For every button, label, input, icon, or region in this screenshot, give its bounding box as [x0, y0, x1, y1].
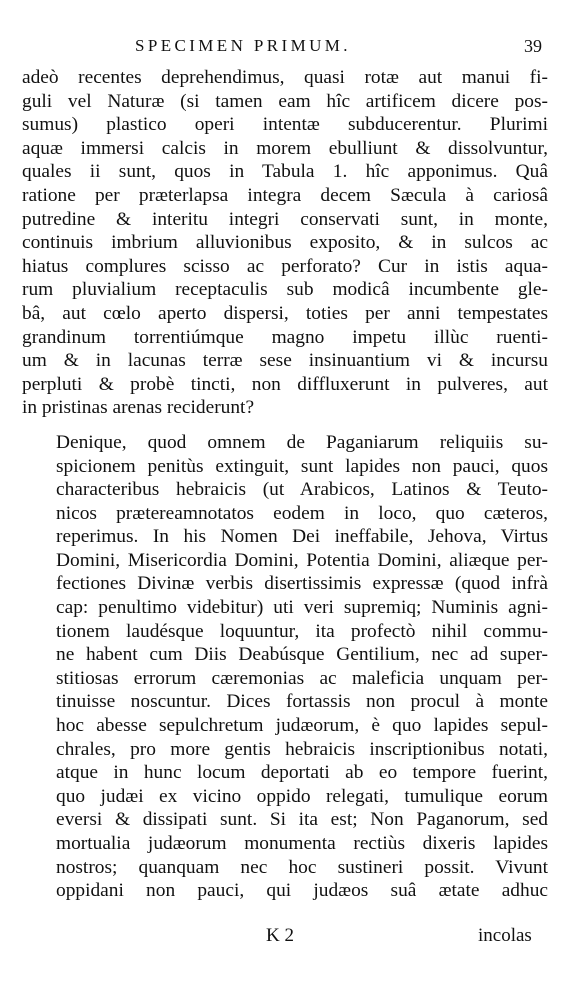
text-line: cap: penultimo videbitur) uti veri supremiq; Numinis agni- — [56, 597, 548, 619]
text-line: sumus) plastico operi intentæ subducerentur. Plurimi — [22, 114, 548, 136]
text-line: chrales, pro more gentis hebraicis inscriptionibus notati, — [56, 738, 548, 760]
text-line: bâ, aut cœlo aperto dispersi, toties per anni tempestates — [22, 302, 548, 324]
page-footer — [0, 925, 568, 955]
text-line: quo judæi ex vicino oppido relegati, tumulique eorum — [56, 785, 548, 807]
text-line: Domini, Misericordia Domini, Potentia Domini, aliæque per- — [56, 549, 548, 571]
text-line: hiatus complures scisso ac perforato? Cur in istis aqua- — [22, 255, 548, 277]
text-line: ratione per præterlapsa integra decem Sæcula à cariosâ — [22, 184, 548, 206]
text-line: mortualia judæorum monumenta rectiùs dixeris lapides — [56, 833, 548, 854]
text-line: guli vel Naturæ (si tamen eam hîc artificem dicere pos- — [22, 90, 548, 112]
text-line: spicionem penitùs extinguit, sunt lapides non pauci, quos — [56, 455, 548, 477]
running-head — [0, 32, 568, 62]
text-line: atque in hunc locum deportati ab eo tempore fuerint, — [56, 762, 548, 784]
text-line: ne habent cum Diis Deabúsque Gentilium, nec ad super- — [56, 644, 548, 666]
text-line: tinuisse noscuntur. Dices fortassis non procul à monte — [56, 691, 548, 713]
text-line: perpluti & probè tincti, non diffluxerunt in pulveres, aut — [22, 373, 548, 395]
text-line: reperimus. In his Nomen Dei ineffabile, Jehova, Virtus — [56, 526, 548, 548]
text-line: putredine & interitu integri conservati sunt, in monte, — [22, 208, 548, 230]
signature-mark: K 2 — [266, 925, 294, 946]
text-line: quales ii sunt, quos in Tabula 1. hîc apponimus. Quâ — [22, 161, 548, 183]
catchword: incolas — [478, 925, 532, 946]
text-line: rum pluvialium receptaculis sub modicâ incumbente gle- — [22, 279, 548, 301]
text-line: in pristinas arenas reciderunt? — [22, 397, 255, 419]
body-text — [22, 66, 548, 903]
text-line: characteribus hebraicis (ut Arabicos, Latinos & Teuto- — [56, 479, 548, 501]
text-line: nostros; quanquam nec hoc sustineri possit. Vivunt — [56, 856, 548, 878]
paragraph-1 — [22, 66, 548, 420]
text-line: nicos prætereamnotatos eodem in loco, quo cæteros, — [56, 502, 548, 524]
text-line: um & in lacunas terræ sese insinuantium vi & incursu — [22, 350, 548, 372]
text-line: tionem laudésque loquuntur, ita profectò nihil commu- — [56, 620, 548, 642]
text-line: aquæ immersi calcis in morem ebulliunt & dissolvuntur, — [22, 137, 548, 159]
text-line: fectiones Divinæ verbis disertissimis expressæ (quod infrà — [56, 573, 548, 595]
page-number: 39 — [524, 36, 542, 56]
text-line: adeò recentes deprehendimus, quasi rotæ aut manui fi- — [22, 67, 548, 88]
text-line: oppidani non pauci, qui judæos suâ ætate adhuc — [56, 880, 548, 902]
text-line: continuis imbrium alluvionibus exposito, & in sulcos ac — [22, 232, 548, 254]
text-line: stitiosas errorum cæremonias ac maleficia unquam per- — [56, 667, 548, 689]
text-line: eversi & dissipati sunt. Si ita est; Non Paganorum, sed — [56, 809, 548, 831]
text-line: grandinum torrentiúmque magno impetu illùc ruenti- — [22, 326, 548, 348]
text-line: hoc abesse sepulchretum judæorum, è quo lapides sepul- — [56, 715, 548, 737]
running-title: SPECIMEN PRIMUM. — [135, 36, 351, 55]
text-line: Denique, quod omnem de Paganiarum reliquiis su- — [56, 431, 548, 453]
paragraph-2 — [22, 431, 548, 903]
